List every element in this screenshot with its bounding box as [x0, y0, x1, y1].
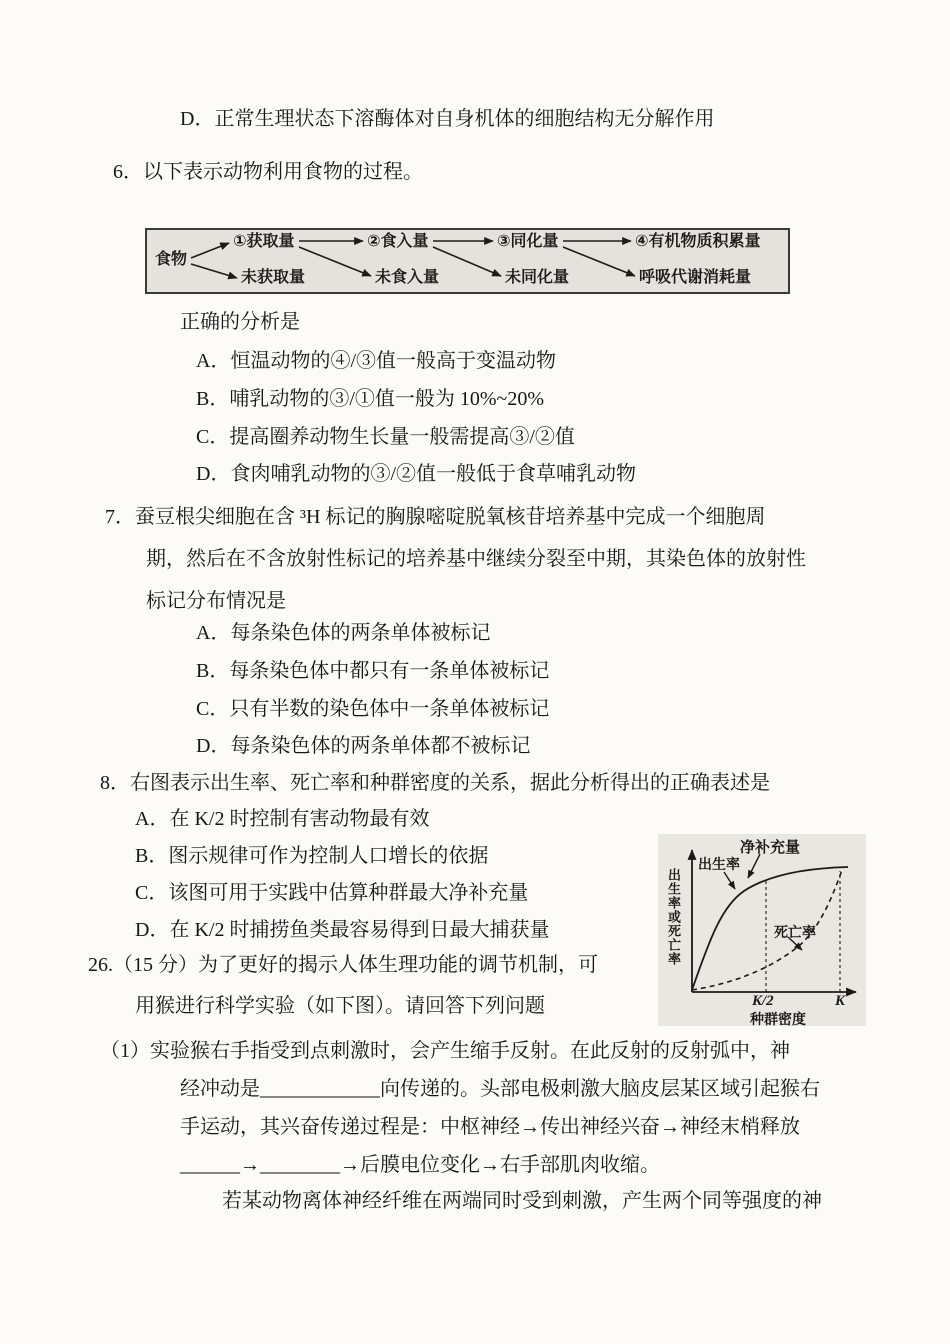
q26-stem-line-2: 用猴进行科学实验（如下图）。请回答下列问题: [135, 995, 545, 1017]
graph-x-tick-k-half: K/2: [752, 993, 774, 1009]
q7-stem-line-3: 标记分布情况是: [146, 590, 286, 612]
q26-part1-line-4: ______→________→后膜电位变化→右手部肌肉收缩。: [180, 1154, 660, 1176]
flow-stage1-not-acquired: 未获取量: [241, 269, 306, 286]
q7-option-a: A．每条染色体的两条单体被标记: [196, 622, 491, 644]
flow-stage3-not-assimilated: 未同化量: [505, 269, 570, 286]
graph-x-tick-k: K: [835, 993, 846, 1009]
q8-option-d: D．在 K/2 时捕捞鱼类最容易得到日最大捕获量: [135, 919, 550, 941]
q8-population-graph: [658, 834, 866, 1026]
q26-part1-line-3: 手运动，其兴奋传递过程是：中枢神经→传出神经兴奋→神经末梢释放: [180, 1116, 800, 1138]
flow-stage3-assimilated: ③同化量: [497, 233, 559, 250]
flow-stage4-organic-accumulation: ④有机物质积累量: [635, 233, 761, 250]
flow-stage2-ingested: ②食入量: [367, 233, 429, 250]
q26-note-line: 若某动物离体神经纤维在两端同时受到刺激，产生两个同等强度的神: [222, 1190, 822, 1212]
q7-stem-line-2: 期，然后在不含放射性标记的培养基中继续分裂至中期，其染色体的放射性: [146, 548, 806, 570]
q6-prompt: 正确的分析是: [180, 311, 300, 333]
q5-option-d: D．正常生理状态下溶酶体对自身机体的细胞结构无分解作用: [180, 108, 715, 130]
flow-source-food: 食物: [155, 251, 188, 268]
graph-y-axis-label: 出生率或死亡率: [666, 868, 681, 966]
flow-stage4-respiration-loss: 呼吸代谢消耗量: [639, 269, 752, 286]
q8-stem: 8．右图表示出生率、死亡率和种群密度的关系，据此分析得出的正确表述是: [100, 772, 770, 794]
q6-option-d: D．食肉哺乳动物的③/②值一般低于食草哺乳动物: [196, 463, 636, 485]
q7-stem-line-1: 7．蚕豆根尖细胞在含 ³H 标记的胸腺嘧啶脱氧核苷培养基中完成一个细胞周: [105, 506, 766, 528]
graph-death-rate-label: 死亡率: [774, 924, 816, 940]
q8-option-c: C．该图可用于实践中估算种群最大净补充量: [135, 882, 529, 904]
q26-part1-line-2: 经冲动是____________向传递的。头部电极刺激大脑皮层某区域引起猴右: [180, 1078, 820, 1100]
q26-part1-line-1: （1）实验猴右手指受到点刺激时，会产生缩手反射。在此反射的反射弧中，神: [100, 1040, 790, 1062]
flow-stage1-acquired: ①获取量: [233, 233, 295, 250]
graph-birth-rate-label: 出生率: [698, 856, 740, 872]
q6-stem: 6．以下表示动物利用食物的过程。: [113, 161, 423, 183]
q6-food-flow-diagram: [145, 228, 790, 294]
graph-x-axis-label: 种群密度: [750, 1011, 806, 1027]
q6-option-c: C．提高圈养动物生长量一般需提高③/②值: [196, 426, 575, 448]
flow-stage2-not-ingested: 未食入量: [375, 269, 440, 286]
q7-option-d: D．每条染色体的两条单体都不被标记: [196, 735, 531, 757]
q8-option-b: B．图示规律可作为控制人口增长的依据: [135, 845, 489, 867]
q8-option-a: A．在 K/2 时控制有害动物最有效: [135, 808, 430, 830]
q6-option-a: A．恒温动物的④/③值一般高于变温动物: [196, 350, 556, 372]
q6-option-b: B．哺乳动物的③/①值一般为 10%~20%: [196, 388, 545, 410]
graph-net-recruitment-label: 净补充量: [740, 839, 801, 856]
q7-option-c: C．只有半数的染色体中一条单体被标记: [196, 698, 550, 720]
q7-option-b: B．每条染色体中都只有一条单体被标记: [196, 660, 550, 682]
q26-stem-line-1: 26.（15 分）为了更好的揭示人体生理功能的调节机制，可: [88, 954, 598, 976]
